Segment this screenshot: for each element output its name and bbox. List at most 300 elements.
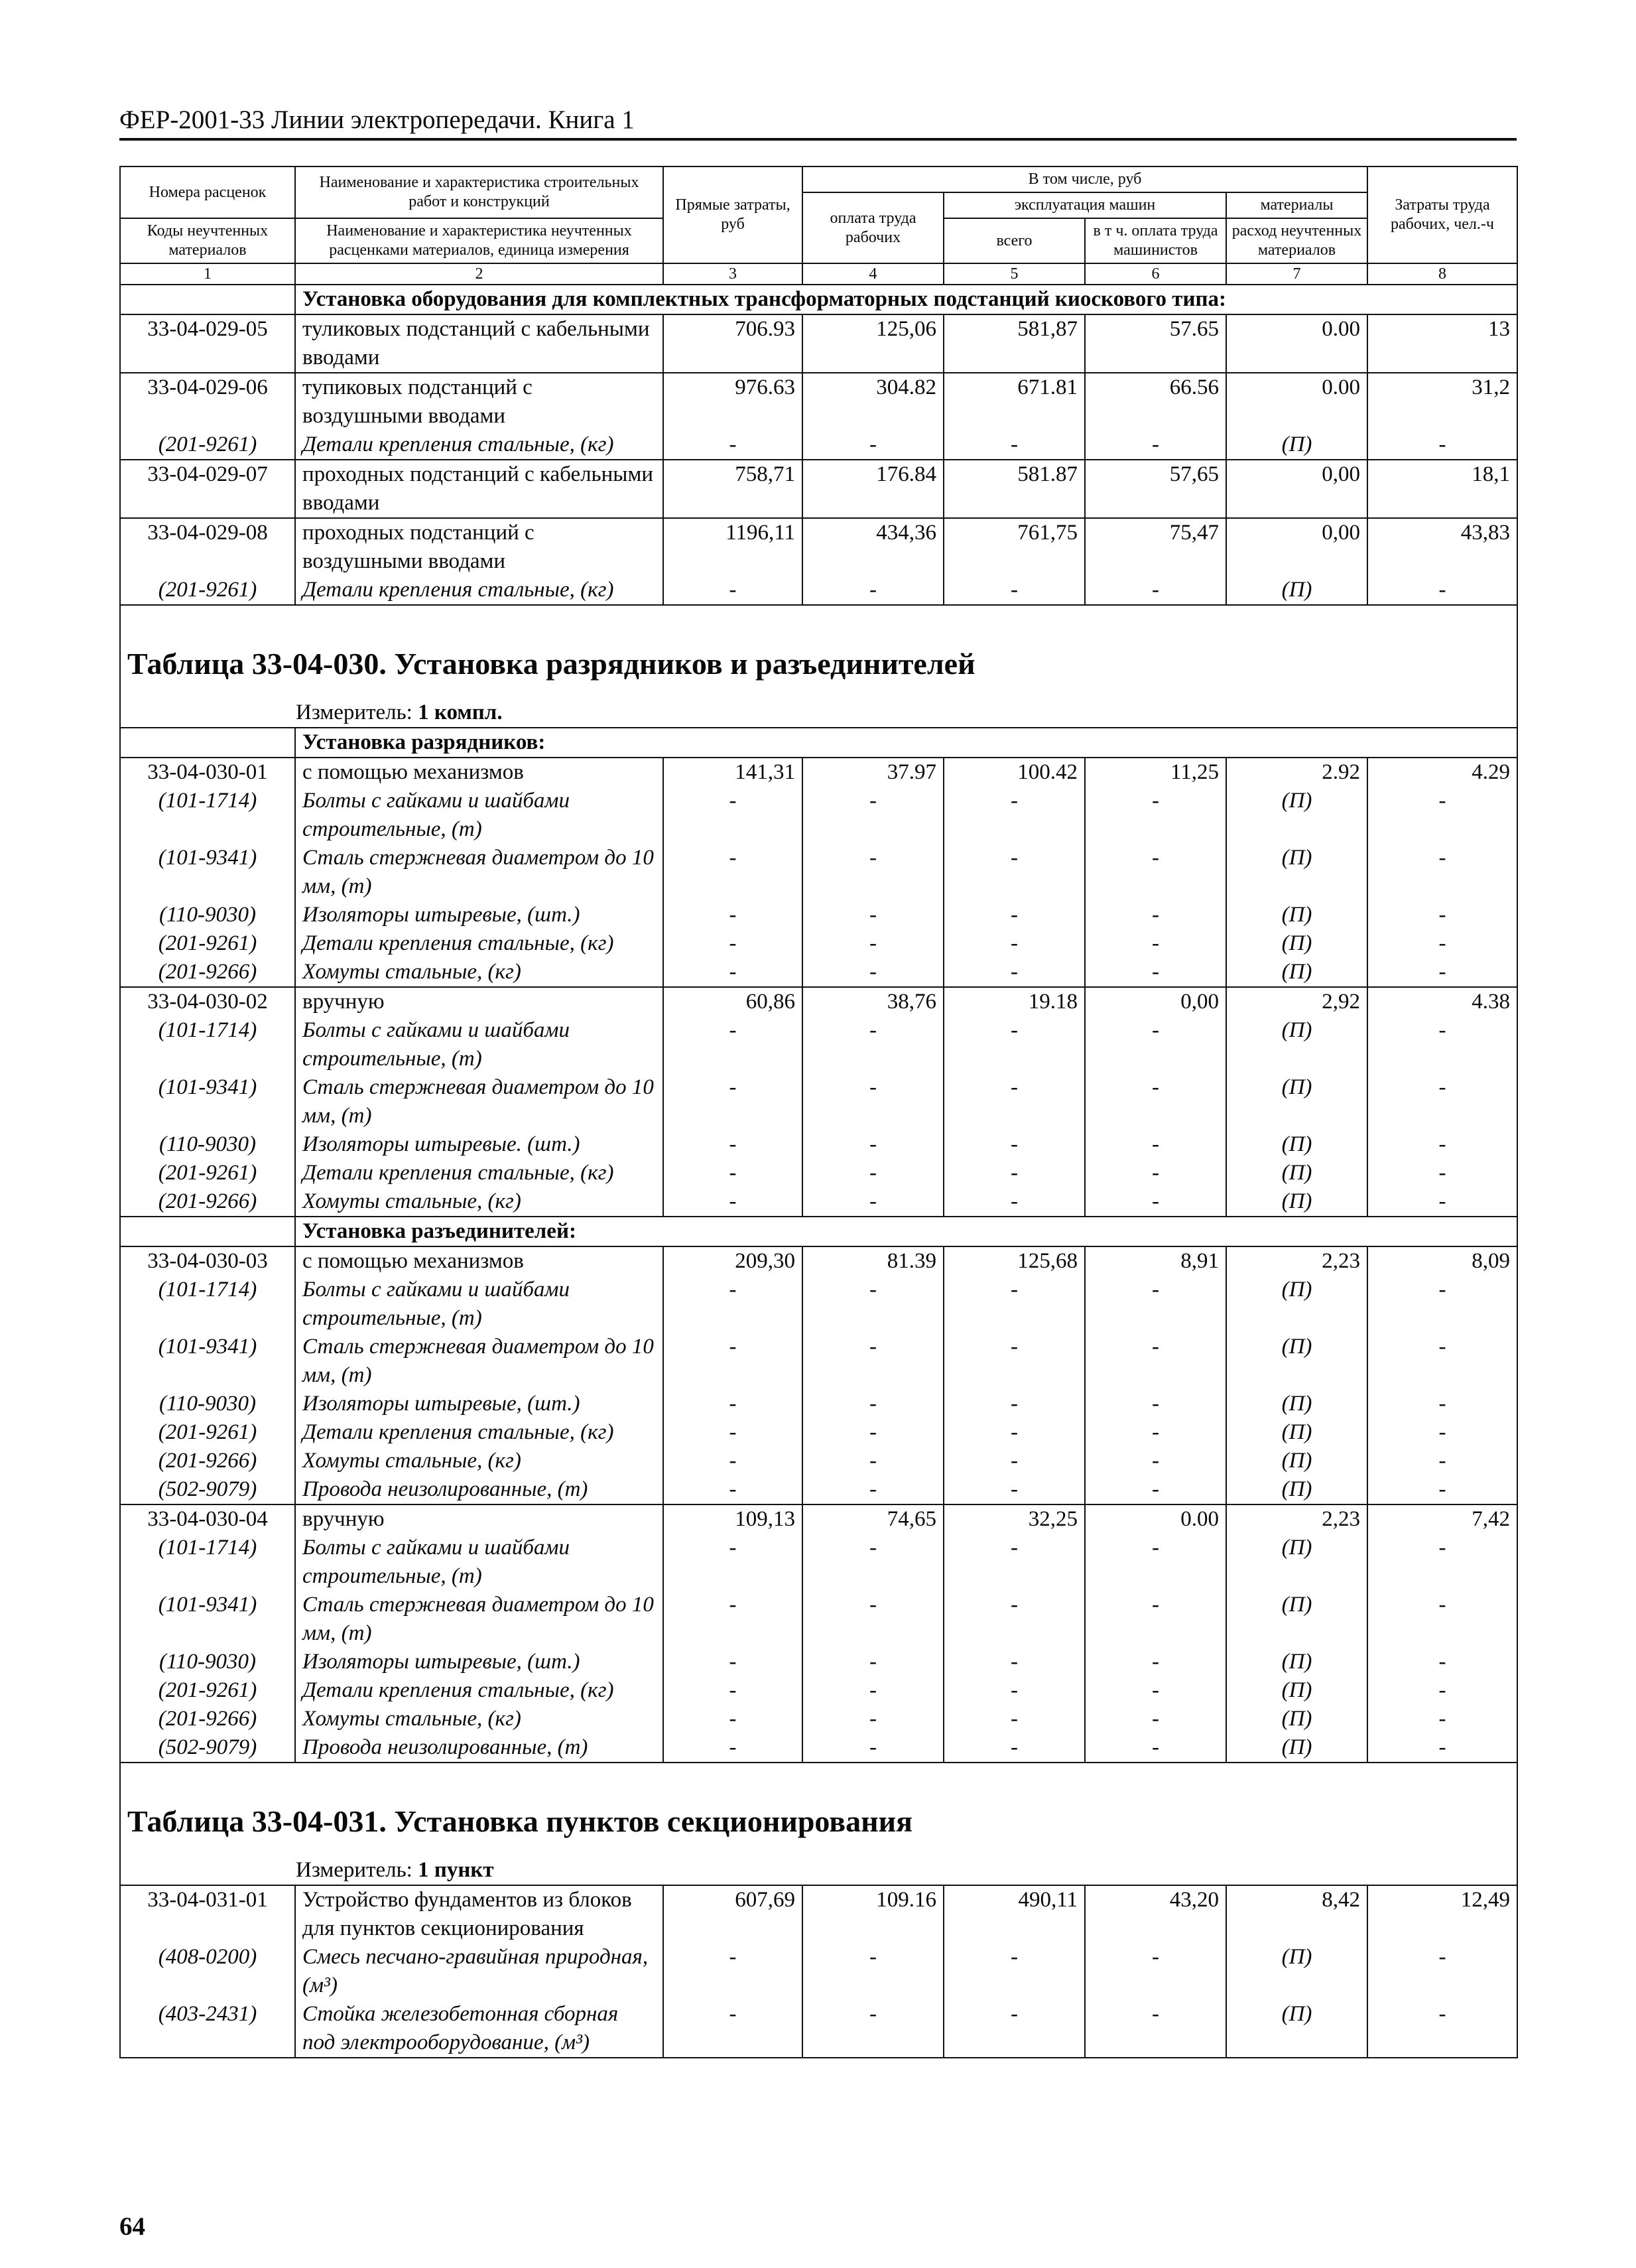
rate-row — [120, 1885, 1517, 1943]
rate-code: 33-04-029-07 — [120, 460, 295, 518]
material-row — [120, 1705, 1517, 1733]
unit-line — [120, 1856, 1517, 1885]
value-cell: 0,00 — [1085, 987, 1226, 1016]
value-cell: - — [663, 901, 802, 929]
table-body — [120, 285, 1517, 2058]
value-cell: 671.81 — [944, 373, 1085, 431]
value-cell: - — [1085, 787, 1226, 844]
value-cell: 976.63 — [663, 373, 802, 431]
material-row — [120, 431, 1517, 460]
value-cell: - — [944, 576, 1085, 605]
rate-row — [120, 1504, 1517, 1534]
material-code: (110-9030) — [120, 1130, 295, 1159]
value-cell: 176.84 — [802, 460, 944, 518]
value-cell: - — [1085, 1943, 1226, 2000]
material-code: (101-9341) — [120, 844, 295, 901]
value-cell: (П) — [1226, 958, 1367, 987]
material-name: Стойка железобетонная сборная под электрооборудование, (м³) — [295, 2000, 663, 2058]
value-cell: - — [802, 844, 944, 901]
material-name: Хомуты стальные, (кг) — [295, 1187, 663, 1217]
value-cell: - — [1367, 1475, 1517, 1504]
material-code: (110-9030) — [120, 901, 295, 929]
unit-value: 1 пункт — [418, 1858, 494, 1882]
material-row — [120, 2000, 1517, 2058]
value-cell: 37.97 — [802, 758, 944, 787]
rate-row — [120, 518, 1517, 576]
section-row — [120, 285, 1517, 314]
rate-name: тупиковых подстанций с воздушными вводами — [295, 373, 663, 431]
material-name: Болты с гайками и шайбами строительные, (т) — [295, 1276, 663, 1333]
value-cell: - — [944, 1130, 1085, 1159]
col-head-direct: Прямые затраты, руб — [663, 167, 802, 263]
value-cell: - — [802, 787, 944, 844]
value-cell: - — [802, 1418, 944, 1447]
material-row — [120, 1187, 1517, 1217]
value-cell: - — [1085, 1276, 1226, 1333]
value-cell: - — [1367, 1418, 1517, 1447]
value-cell: - — [802, 1276, 944, 1333]
page-number: 64 — [119, 2212, 145, 2241]
value-cell: - — [944, 1475, 1085, 1504]
value-cell: 4.29 — [1367, 758, 1517, 787]
value-cell: - — [802, 958, 944, 987]
rate-code: 33-04-029-05 — [120, 314, 295, 373]
value-cell: - — [1085, 1187, 1226, 1217]
material-row — [120, 1447, 1517, 1475]
value-cell: 100.42 — [944, 758, 1085, 787]
value-cell: 13 — [1367, 314, 1517, 373]
material-row — [120, 1943, 1517, 2000]
material-name: Болты с гайками и шайбами строительные, (т) — [295, 1016, 663, 1073]
value-cell: (П) — [1226, 576, 1367, 605]
value-cell: 57,65 — [1085, 460, 1226, 518]
material-row — [120, 929, 1517, 958]
col-head-materials: материалы — [1226, 192, 1367, 218]
value-cell: (П) — [1226, 1943, 1367, 2000]
col-head-machines-labor: в т ч. оплата труда машинистов — [1085, 218, 1226, 263]
value-cell: - — [1085, 1534, 1226, 1591]
value-cell: - — [802, 576, 944, 605]
value-cell: - — [1085, 431, 1226, 460]
value-cell: - — [802, 431, 944, 460]
value-cell: - — [1085, 1648, 1226, 1676]
value-cell: - — [663, 1943, 802, 2000]
value-cell: - — [663, 1591, 802, 1648]
value-cell: (П) — [1226, 1333, 1367, 1390]
value-cell: - — [663, 1276, 802, 1333]
value-cell: - — [802, 1733, 944, 1763]
value-cell: - — [1367, 1130, 1517, 1159]
value-cell: 32,25 — [944, 1504, 1085, 1534]
value-cell: 2,23 — [1226, 1504, 1367, 1534]
col-head-incl: В том числе, руб — [802, 167, 1367, 192]
value-cell: - — [1367, 1591, 1517, 1648]
value-cell: - — [1367, 1648, 1517, 1676]
value-cell: - — [1085, 1676, 1226, 1705]
value-cell: (П) — [1226, 929, 1367, 958]
value-cell: - — [1085, 1390, 1226, 1418]
table-title-row — [120, 1763, 1517, 1856]
material-name: Детали крепления стальные, (кг) — [295, 1418, 663, 1447]
value-cell: 0,00 — [1226, 518, 1367, 576]
material-name: Провода неизолированные, (т) — [295, 1475, 663, 1504]
value-cell: - — [944, 1187, 1085, 1217]
material-name: Сталь стержневая диаметром до 10 мм, (т) — [295, 844, 663, 901]
value-cell: (П) — [1226, 1534, 1367, 1591]
value-cell: (П) — [1226, 1073, 1367, 1130]
rate-code: 33-04-029-08 — [120, 518, 295, 576]
rate-name: проходных подстанций с кабельными вводами — [295, 460, 663, 518]
value-cell: - — [944, 1733, 1085, 1763]
value-cell: - — [1085, 1447, 1226, 1475]
material-row — [120, 958, 1517, 987]
value-cell: - — [663, 1187, 802, 1217]
value-cell: - — [1085, 901, 1226, 929]
rate-code: 33-04-030-02 — [120, 987, 295, 1016]
value-cell: - — [802, 1016, 944, 1073]
value-cell: - — [1367, 1705, 1517, 1733]
value-cell: - — [802, 901, 944, 929]
value-cell: - — [1367, 1159, 1517, 1187]
table-header — [120, 167, 1517, 285]
col-head-labor: оплата труда рабочих — [802, 192, 944, 263]
rate-name: с помощью механизмов — [295, 758, 663, 787]
section-row — [120, 728, 1517, 758]
material-row — [120, 576, 1517, 605]
value-cell: 761,75 — [944, 518, 1085, 576]
value-cell: (П) — [1226, 844, 1367, 901]
value-cell: - — [944, 1276, 1085, 1333]
value-cell: - — [663, 1648, 802, 1676]
rate-row — [120, 1246, 1517, 1276]
value-cell: - — [1367, 1943, 1517, 2000]
value-cell: 19.18 — [944, 987, 1085, 1016]
material-row — [120, 1159, 1517, 1187]
column-number: 3 — [663, 263, 802, 285]
material-code: (101-1714) — [120, 1276, 295, 1333]
rates-table — [119, 166, 1518, 2058]
material-name: Болты с гайками и шайбами строительные, (т) — [295, 1534, 663, 1591]
material-code: (101-1714) — [120, 1016, 295, 1073]
value-cell: 60,86 — [663, 987, 802, 1016]
rate-row — [120, 758, 1517, 787]
value-cell: - — [663, 958, 802, 987]
value-cell: - — [1367, 929, 1517, 958]
value-cell: 758,71 — [663, 460, 802, 518]
value-cell: - — [663, 844, 802, 901]
value-cell: - — [944, 1676, 1085, 1705]
value-cell: - — [1085, 1073, 1226, 1130]
column-number: 6 — [1085, 263, 1226, 285]
value-cell: - — [944, 787, 1085, 844]
value-cell: - — [1085, 1591, 1226, 1648]
value-cell: 81.39 — [802, 1246, 944, 1276]
value-cell: 8,09 — [1367, 1246, 1517, 1276]
value-cell: - — [944, 958, 1085, 987]
rate-row — [120, 373, 1517, 431]
rate-name: проходных подстанций с воздушными вводами — [295, 518, 663, 576]
value-cell: 31,2 — [1367, 373, 1517, 431]
value-cell: - — [944, 929, 1085, 958]
table-title: Таблица 33-04-030. Установка разрядников и разъединителей — [120, 605, 1517, 699]
material-row — [120, 1418, 1517, 1447]
material-row — [120, 1333, 1517, 1390]
col-head-machines-total: всего — [944, 218, 1085, 263]
column-number-row — [120, 263, 1517, 285]
value-cell: - — [663, 1390, 802, 1418]
value-cell: (П) — [1226, 1648, 1367, 1676]
value-cell: - — [1085, 1130, 1226, 1159]
section-spacer — [120, 1217, 295, 1246]
value-cell: - — [1367, 1447, 1517, 1475]
rate-code: 33-04-030-01 — [120, 758, 295, 787]
rate-row — [120, 460, 1517, 518]
material-code: (201-9266) — [120, 1705, 295, 1733]
value-cell: 8,91 — [1085, 1246, 1226, 1276]
value-cell: - — [1367, 1733, 1517, 1763]
value-cell: - — [944, 1390, 1085, 1418]
unit-row — [120, 1856, 1517, 1885]
value-cell: - — [944, 901, 1085, 929]
value-cell: 581.87 — [944, 460, 1085, 518]
value-cell: - — [802, 1073, 944, 1130]
value-cell: 66.56 — [1085, 373, 1226, 431]
value-cell: 2.92 — [1226, 758, 1367, 787]
value-cell: - — [663, 1447, 802, 1475]
value-cell: - — [944, 1418, 1085, 1447]
value-cell: - — [663, 576, 802, 605]
value-cell: 12,49 — [1367, 1885, 1517, 1943]
rate-name: Устройство фундаментов из блоков для пунктов секционирования — [295, 1885, 663, 1943]
value-cell: - — [944, 1591, 1085, 1648]
rate-code: 33-04-031-01 — [120, 1885, 295, 1943]
value-cell: 57.65 — [1085, 314, 1226, 373]
material-code: (403-2431) — [120, 2000, 295, 2058]
material-row — [120, 1475, 1517, 1504]
rate-name: с помощью механизмов — [295, 1246, 663, 1276]
value-cell: (П) — [1226, 901, 1367, 929]
column-number: 8 — [1367, 263, 1517, 285]
unit-label: Измеритель: — [296, 700, 412, 724]
value-cell: 2,92 — [1226, 987, 1367, 1016]
material-code: (101-9341) — [120, 1333, 295, 1390]
value-cell: - — [1367, 1073, 1517, 1130]
value-cell: - — [802, 1130, 944, 1159]
value-cell: 8,42 — [1226, 1885, 1367, 1943]
value-cell: 141,31 — [663, 758, 802, 787]
value-cell: 0,00 — [1226, 460, 1367, 518]
value-cell: (П) — [1226, 787, 1367, 844]
value-cell: - — [1085, 1733, 1226, 1763]
value-cell: 7,42 — [1367, 1504, 1517, 1534]
value-cell: - — [802, 2000, 944, 2058]
value-cell: - — [802, 1475, 944, 1504]
value-cell: - — [802, 1333, 944, 1390]
value-cell: 18,1 — [1367, 460, 1517, 518]
unit-value: 1 компл. — [418, 700, 503, 724]
value-cell: - — [944, 1534, 1085, 1591]
value-cell: 706.93 — [663, 314, 802, 373]
value-cell: - — [944, 1447, 1085, 1475]
value-cell: - — [663, 787, 802, 844]
value-cell: - — [1367, 1016, 1517, 1073]
value-cell: - — [802, 929, 944, 958]
value-cell: - — [663, 2000, 802, 2058]
value-cell: - — [1085, 1333, 1226, 1390]
material-code: (110-9030) — [120, 1390, 295, 1418]
col-head-machines: эксплуатация машин — [944, 192, 1226, 218]
value-cell: - — [944, 1333, 1085, 1390]
value-cell: - — [1085, 929, 1226, 958]
value-cell: - — [944, 1159, 1085, 1187]
header-rule — [119, 138, 1517, 141]
material-code: (201-9261) — [120, 431, 295, 460]
material-row — [120, 1591, 1517, 1648]
value-cell: - — [1367, 576, 1517, 605]
col-head-materials-unacc: расход неучтенных материалов — [1226, 218, 1367, 263]
material-name: Провода неизолированные, (т) — [295, 1733, 663, 1763]
value-cell: - — [802, 1447, 944, 1475]
value-cell: - — [1367, 1534, 1517, 1591]
column-number: 2 — [295, 263, 663, 285]
rate-name: вручную — [295, 987, 663, 1016]
value-cell: - — [663, 1016, 802, 1073]
unit-row — [120, 699, 1517, 728]
material-code: (201-9266) — [120, 1187, 295, 1217]
value-cell: 43,83 — [1367, 518, 1517, 576]
value-cell: - — [1085, 576, 1226, 605]
value-cell: 490,11 — [944, 1885, 1085, 1943]
value-cell: 38,76 — [802, 987, 944, 1016]
section-spacer — [120, 728, 295, 758]
value-cell: - — [1085, 958, 1226, 987]
unit-label: Измеритель: — [296, 1858, 412, 1882]
material-code: (101-1714) — [120, 787, 295, 844]
material-code: (201-9261) — [120, 929, 295, 958]
value-cell: - — [1367, 431, 1517, 460]
value-cell: 209,30 — [663, 1246, 802, 1276]
material-code: (101-9341) — [120, 1591, 295, 1648]
material-code: (502-9079) — [120, 1475, 295, 1504]
material-row — [120, 1733, 1517, 1763]
material-row — [120, 1130, 1517, 1159]
value-cell: (П) — [1226, 1016, 1367, 1073]
material-name: Сталь стержневая диаметром до 10 мм, (т) — [295, 1591, 663, 1648]
material-name: Изоляторы штыревые, (шт.) — [295, 901, 663, 929]
value-cell: - — [663, 1534, 802, 1591]
rate-name: туликовых подстанций с кабельными вводами — [295, 314, 663, 373]
value-cell: 125,68 — [944, 1246, 1085, 1276]
value-cell: 74,65 — [802, 1504, 944, 1534]
material-row — [120, 1534, 1517, 1591]
value-cell: - — [1085, 1705, 1226, 1733]
material-row — [120, 1390, 1517, 1418]
value-cell: - — [1367, 1333, 1517, 1390]
material-row — [120, 1676, 1517, 1705]
value-cell: - — [802, 1676, 944, 1705]
value-cell: - — [663, 1073, 802, 1130]
material-name: Хомуты стальные, (кг) — [295, 1447, 663, 1475]
value-cell: (П) — [1226, 1475, 1367, 1504]
col-head-codes-a: Номера расценок — [120, 167, 295, 218]
value-cell: - — [944, 1648, 1085, 1676]
value-cell: 304.82 — [802, 373, 944, 431]
col-head-name-a: Наименование и характеристика строительных работ и конструкций — [295, 167, 663, 218]
material-name: Сталь стержневая диаметром до 10 мм, (т) — [295, 1073, 663, 1130]
unit-line — [120, 699, 1517, 728]
material-row — [120, 844, 1517, 901]
material-name: Детали крепления стальные, (кг) — [295, 1159, 663, 1187]
value-cell: (П) — [1226, 1705, 1367, 1733]
material-name: Детали крепления стальные, (кг) — [295, 576, 663, 605]
value-cell: (П) — [1226, 1733, 1367, 1763]
rate-code: 33-04-030-04 — [120, 1504, 295, 1534]
material-code: (201-9261) — [120, 1676, 295, 1705]
value-cell: - — [1085, 1418, 1226, 1447]
material-code: (201-9261) — [120, 1418, 295, 1447]
value-cell: - — [1367, 844, 1517, 901]
value-cell: - — [944, 1016, 1085, 1073]
material-name: Изоляторы штыревые, (шт.) — [295, 1390, 663, 1418]
material-name: Смесь песчано-гравийная природная, (м³) — [295, 1943, 663, 2000]
value-cell: 0.00 — [1226, 314, 1367, 373]
value-cell: - — [663, 929, 802, 958]
material-code: (101-1714) — [120, 1534, 295, 1591]
value-cell: - — [802, 1534, 944, 1591]
col-head-name-b: Наименование и характеристика неучтенных расценками материалов, единица измерения — [295, 218, 663, 263]
value-cell: - — [1085, 1475, 1226, 1504]
value-cell: (П) — [1226, 1187, 1367, 1217]
material-row — [120, 1648, 1517, 1676]
value-cell: - — [944, 1705, 1085, 1733]
rate-name: вручную — [295, 1504, 663, 1534]
value-cell: (П) — [1226, 1447, 1367, 1475]
value-cell: - — [1085, 2000, 1226, 2058]
rate-code: 33-04-030-03 — [120, 1246, 295, 1276]
value-cell: 109,13 — [663, 1504, 802, 1534]
material-name: Болты с гайками и шайбами строительные, (т) — [295, 787, 663, 844]
value-cell: - — [802, 1390, 944, 1418]
material-code: (101-9341) — [120, 1073, 295, 1130]
value-cell: 581,87 — [944, 314, 1085, 373]
table-title: Таблица 33-04-031. Установка пунктов секционирования — [120, 1763, 1517, 1856]
value-cell: (П) — [1226, 1418, 1367, 1447]
value-cell: 43,20 — [1085, 1885, 1226, 1943]
value-cell: 11,25 — [1085, 758, 1226, 787]
material-name: Сталь стержневая диаметром до 10 мм, (т) — [295, 1333, 663, 1390]
material-code: (408-0200) — [120, 1943, 295, 2000]
material-name: Хомуты стальные, (кг) — [295, 1705, 663, 1733]
section-heading: Установка разъединителей: — [295, 1217, 1517, 1246]
material-name: Изоляторы штыревые, (шт.) — [295, 1648, 663, 1676]
value-cell: - — [802, 1159, 944, 1187]
section-heading: Установка оборудования для комплектных трансформаторных подстанций киоскового типа: — [295, 285, 1517, 314]
section-spacer — [120, 285, 295, 314]
value-cell: - — [802, 1943, 944, 2000]
material-code: (201-9261) — [120, 1159, 295, 1187]
value-cell: - — [663, 431, 802, 460]
value-cell: - — [944, 1073, 1085, 1130]
col-head-codes-b: Коды неучтенных материалов — [120, 218, 295, 263]
value-cell: (П) — [1226, 1390, 1367, 1418]
value-cell: - — [802, 1187, 944, 1217]
value-cell: - — [802, 1705, 944, 1733]
value-cell: - — [663, 1333, 802, 1390]
value-cell: - — [1367, 1390, 1517, 1418]
value-cell: (П) — [1226, 1276, 1367, 1333]
value-cell: - — [1367, 958, 1517, 987]
value-cell: - — [802, 1648, 944, 1676]
